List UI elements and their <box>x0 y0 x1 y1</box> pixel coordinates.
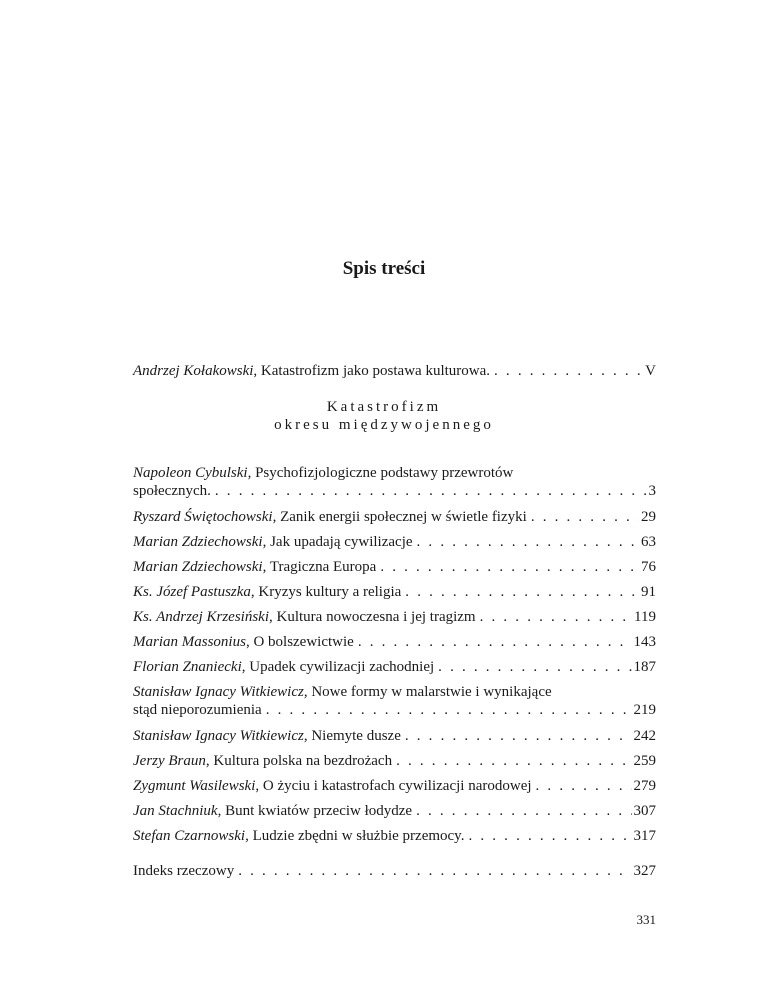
dot-leader <box>536 777 632 795</box>
dot-leader <box>358 633 632 651</box>
toc-entry: Stanisław Ignacy Witkiewicz, Nowe formy w malarstwie i wynikające stąd nieporozumienia . . . 219 <box>133 683 656 719</box>
dot-leader <box>480 608 632 626</box>
entry-title: Tragiczna Europa <box>269 559 377 575</box>
toc-entry: Marian Massonius, O bolszewictwie . . . 143 <box>133 633 656 651</box>
entry-page: 317 <box>633 828 656 844</box>
entry-page: 187 <box>633 659 656 675</box>
toc-entry: Zygmunt Wasilewski, O życiu i katastrofach cywilizacji narodowej . . . 279 <box>133 777 656 795</box>
entry-title: Zanik energii społecznej w świetle fizyki <box>280 509 527 525</box>
entry-page: 119 <box>634 609 656 625</box>
dot-leader <box>238 862 631 880</box>
toc-entry: Jan Stachniuk, Bunt kwiatów przeciw łodydze . . . 307 <box>133 802 656 820</box>
toc-entry: Napoleon Cybulski, Psychofizjologiczne podstawy przewrotów społecznych. . . . 3 <box>133 464 656 500</box>
dot-leader <box>468 827 631 845</box>
section-heading <box>0 398 768 434</box>
entry-title-continued: stąd nieporozumienia <box>133 702 262 718</box>
entry-page: 279 <box>633 778 656 794</box>
dot-leader <box>266 701 632 719</box>
entry-author: Marian Zdziechowski <box>133 534 263 550</box>
toc-entry: Jerzy Braun, Kultura polska na bezdrożach . . . 259 <box>133 752 656 770</box>
toc-entry: Stanisław Ignacy Witkiewicz, Niemyte dusze . . . 242 <box>133 727 656 745</box>
entry-author: Ryszard Świętochowski <box>133 509 273 525</box>
entry-author: Andrzej Kołakowski <box>133 363 254 379</box>
entry-author: Marian Massonius <box>133 634 246 650</box>
entry-title: O życiu i katastrofach cywilizacji narodowej <box>262 778 532 794</box>
entry-author: Florian Znaniecki <box>133 659 242 675</box>
section-heading-line1: Katastrofizm <box>326 399 442 415</box>
entry-page: 143 <box>633 634 656 650</box>
page-number: 331 <box>636 912 656 927</box>
entry-page: 91 <box>641 584 656 600</box>
dot-leader <box>405 727 632 745</box>
entry-author: Napoleon Cybulski <box>133 465 248 481</box>
entry-title-continued: społecznych. <box>133 483 211 499</box>
entry-title: Upadek cywilizacji zachodniej <box>249 659 435 675</box>
entry-page: 76 <box>641 559 656 575</box>
dot-leader <box>417 533 639 551</box>
dot-leader <box>405 583 639 601</box>
entry-title: Jak upadają cywilizacje <box>270 534 413 550</box>
toc-entry: Marian Zdziechowski, Tragiczna Europa . . . 76 <box>133 558 656 576</box>
section-heading-line2: okresu międzywojennego <box>274 417 494 433</box>
entry-page: 307 <box>633 803 656 819</box>
entry-page: 63 <box>641 534 656 550</box>
entry-page: V <box>645 363 656 379</box>
entry-title: Psychofizjologiczne podstawy przewrotów <box>255 465 514 481</box>
entry-author: Jerzy Braun <box>133 753 206 769</box>
entry-page: 327 <box>633 863 656 879</box>
toc-entry: Ks. Józef Pastuszka, Kryzys kultury a religia . . . 91 <box>133 583 656 601</box>
entry-title: Niemyte dusze <box>311 728 401 744</box>
dot-leader <box>531 508 639 526</box>
entry-title: Kryzys kultury a religia <box>258 584 402 600</box>
entry-page: 242 <box>633 728 656 744</box>
entry-author: Ks. Józef Pastuszka <box>133 584 251 600</box>
dot-leader <box>494 362 643 380</box>
entry-author: Jan Stachniuk <box>133 803 218 819</box>
toc-entry: Ks. Andrzej Krzesiński, Kultura nowoczesna i jej tragizm . . . 119 <box>133 608 656 626</box>
index-title: Indeks rzeczowy <box>133 863 235 879</box>
toc-entry: Stefan Czarnowski, Ludzie zbędni w służbie przemocy. . . . 317 <box>133 827 656 845</box>
dot-leader <box>396 752 631 770</box>
entry-title: Ludzie zbędni w służbie przemocy. <box>252 828 465 844</box>
entry-author: Stanisław Ignacy Witkiewicz <box>133 728 304 744</box>
entry-author: Stanisław Ignacy Witkiewicz <box>133 684 304 700</box>
entry-title: O bolszewictwie <box>253 634 354 650</box>
dot-leader <box>215 482 647 500</box>
entry-author: Stefan Czarnowski <box>133 828 246 844</box>
entry-page: 3 <box>648 483 656 499</box>
toc-entry: Ryszard Świętochowski, Zanik energii społecznej w świetle fizyki . . . 29 <box>133 508 656 526</box>
toc-entry: Andrzej Kołakowski, Katastrofizm jako postawa kulturowa. . . . V <box>133 362 656 380</box>
entry-title: Bunt kwiatów przeciw łodydze <box>225 803 413 819</box>
entry-author: Zygmunt Wasilewski <box>133 778 256 794</box>
entry-title: Katastrofizm jako postawa kulturowa. <box>260 363 491 379</box>
entry-page: 259 <box>633 753 656 769</box>
page-title: Spis treści <box>342 258 426 279</box>
dot-leader <box>416 802 631 820</box>
dot-leader <box>380 558 639 576</box>
toc-entry: Marian Zdziechowski, Jak upadają cywilizacje . . . 63 <box>133 533 656 551</box>
dot-leader <box>438 658 631 676</box>
toc-entry: Florian Znaniecki, Upadek cywilizacji zachodniej . . . 187 <box>133 658 656 676</box>
entry-title: Kultura nowoczesna i jej tragizm <box>276 609 476 625</box>
entry-page: 29 <box>641 509 656 525</box>
entry-author: Marian Zdziechowski <box>133 559 263 575</box>
entry-author: Ks. Andrzej Krzesiński <box>133 609 269 625</box>
toc-entry-index <box>133 862 656 880</box>
entry-page: 219 <box>633 702 656 718</box>
entry-title: Nowe formy w malarstwie i wynikające <box>311 684 552 700</box>
entry-title: Kultura polska na bezdrożach <box>213 753 393 769</box>
